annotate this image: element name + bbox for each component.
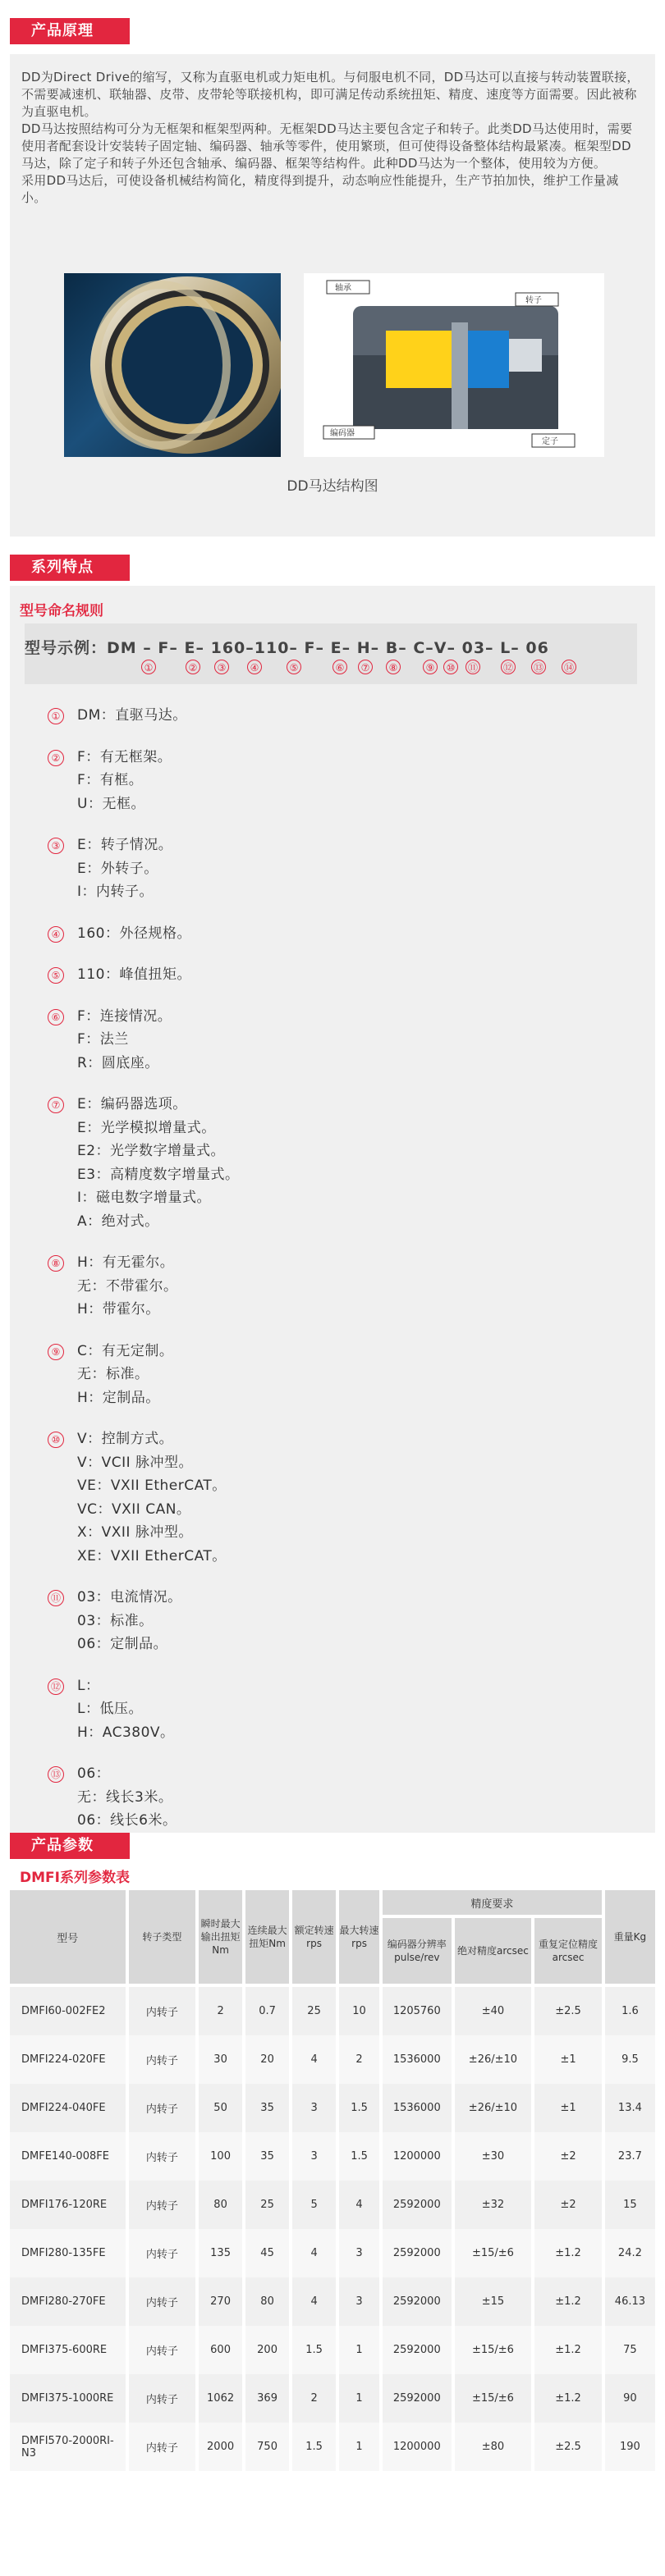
naming-items: [49, 704, 624, 1851]
table-cell: 内转子: [129, 2326, 200, 2374]
table-cell: 1205760: [383, 1987, 455, 2035]
table-cell: DMFI280-135FE: [10, 2229, 129, 2277]
section-tag-params: 产品参数: [10, 1833, 130, 1859]
table-cell: 13.4: [605, 2084, 655, 2132]
th-resolution: 编码器分辨率pulse/rev: [383, 1918, 455, 1987]
diagram-caption: DD马达结构图: [287, 478, 378, 495]
naming-item: [49, 1093, 624, 1233]
table-row: [10, 2423, 655, 2471]
table-cell: 200: [245, 2326, 292, 2374]
model-marker-7: ⑦: [358, 660, 373, 674]
table-cell: 369: [245, 2374, 292, 2423]
table-row: [10, 2374, 655, 2423]
item-option: 06：线长6米。: [77, 1812, 177, 1829]
table-title: DMFI系列参数表: [20, 1870, 130, 1886]
table-cell: 内转子: [129, 2277, 200, 2326]
label-rotor: 转子: [525, 296, 542, 305]
table-cell: ±40: [455, 1987, 535, 2035]
table-cell: 1.5: [339, 2084, 383, 2132]
table-cell: 4: [292, 2035, 339, 2084]
table-cell: 23.7: [605, 2132, 655, 2181]
label-stator: 定子: [542, 437, 558, 446]
table-cell: 3: [292, 2084, 339, 2132]
item-option: H：AC380V。: [77, 1724, 175, 1741]
model-marker-8: ⑧: [386, 660, 401, 674]
table-cell: ±1: [534, 2035, 605, 2084]
item-heading: E：编码器选项。: [77, 1096, 187, 1112]
item-option: L：低压。: [77, 1701, 143, 1717]
table-cell: DMFI570-2000RI-N3: [10, 2423, 129, 2471]
table-cell: 90: [605, 2374, 655, 2423]
naming-item: [49, 834, 624, 904]
model-marker-13: ⑬: [531, 660, 546, 674]
table-cell: 1536000: [383, 2084, 455, 2132]
table-cell: 25: [292, 1987, 339, 2035]
table-cell: 2: [292, 2374, 339, 2423]
item-heading: C：有无定制。: [77, 1342, 174, 1359]
model-marker-12: ⑫: [501, 660, 516, 674]
item-option: 06：定制品。: [77, 1636, 168, 1652]
naming-item: [49, 1427, 624, 1568]
item-option: E3：高精度数字增量式。: [77, 1166, 240, 1183]
table-cell: 1.5: [292, 2423, 339, 2471]
item-option: E：光学模拟增量式。: [77, 1119, 216, 1136]
item-heading: 06：: [77, 1765, 111, 1782]
table-cell: 2592000: [383, 2374, 455, 2423]
table-cell: 0.7: [245, 1987, 292, 2035]
th-peak: 瞬时最大输出扭矩Nm: [199, 1890, 245, 1987]
table-cell: 1200000: [383, 2423, 455, 2471]
table-row: [10, 2277, 655, 2326]
model-marker-4: ④: [247, 660, 262, 674]
table-cell: DMFI176-120RE: [10, 2181, 129, 2229]
table-cell: ±1.2: [534, 2229, 605, 2277]
table-cell: 4: [292, 2229, 339, 2277]
table-cell: ±30: [455, 2132, 535, 2181]
th-rated-speed: 额定转速rps: [292, 1890, 339, 1987]
table-cell: 3: [339, 2277, 383, 2326]
model-marker-9: ⑨: [423, 660, 438, 674]
table-cell: 内转子: [129, 2132, 200, 2181]
table-cell: 1.5: [292, 2326, 339, 2374]
item-option: I：内转子。: [77, 884, 154, 900]
table-cell: ±2: [534, 2132, 605, 2181]
intro-paragraph-3: 采用DD马达后，可使设备机械结构简化，精度得到提升，动态响应性能提升，生产节拍加快，维护工作量减小。: [21, 173, 619, 205]
table-cell: 15: [605, 2181, 655, 2229]
th-weight: 重量Kg: [605, 1890, 655, 1987]
table-cell: 3: [292, 2132, 339, 2181]
table-cell: 1062: [199, 2374, 245, 2423]
table-cell: 2592000: [383, 2181, 455, 2229]
item-number: ⑥: [48, 1009, 64, 1025]
item-heading: H：有无霍尔。: [77, 1254, 175, 1271]
table-cell: ±15/±6: [455, 2326, 535, 2374]
table-cell: 10: [339, 1987, 383, 2035]
item-number: ②: [48, 750, 64, 766]
naming-item: [49, 704, 624, 728]
table-cell: 3: [339, 2229, 383, 2277]
table-cell: 20: [245, 2035, 292, 2084]
table-cell: 50: [199, 2084, 245, 2132]
table-cell: DMFI280-270FE: [10, 2277, 129, 2326]
item-number: ⑩: [48, 1432, 64, 1448]
item-option: E2：光学数字增量式。: [77, 1143, 226, 1159]
naming-item: [49, 746, 624, 816]
item-option: VC：VXII CAN。: [77, 1500, 191, 1518]
table-cell: ±80: [455, 2423, 535, 2471]
model-marker-11: ⑪: [466, 660, 480, 674]
item-option: V：VCII 脉冲型。: [77, 1454, 194, 1471]
table-cell: ±1: [534, 2084, 605, 2132]
table-cell: 600: [199, 2326, 245, 2374]
table-cell: ±32: [455, 2181, 535, 2229]
item-option: 无：线长3米。: [77, 1788, 173, 1806]
table-cell: ±1.2: [534, 2326, 605, 2374]
item-option: I：磁电数字增量式。: [77, 1190, 212, 1206]
item-heading: V：控制方式。: [77, 1431, 174, 1447]
item-option: 03：标准。: [77, 1612, 154, 1629]
item-number: ④: [48, 926, 64, 943]
th-model: 型号: [10, 1890, 129, 1987]
item-number: ⑫: [48, 1679, 64, 1695]
table-cell: 内转子: [129, 2423, 200, 2471]
table-cell: 2592000: [383, 2277, 455, 2326]
model-marker-10: ⑩: [443, 660, 458, 674]
item-option: R：圆底座。: [77, 1054, 159, 1071]
intro-paragraph-1: DD为Direct Drive的缩写，又称为直驱电机或力矩电机。与伺服电机不同，DD马达可以直接与转动装置联接，不需要减速机、联轴器、皮带、皮带轮等联接机构，即可满足传动系统扭矩、精度、速度等方面需要。因此被称为直驱电机。: [21, 70, 640, 119]
model-marker-6: ⑥: [332, 660, 347, 674]
params-table: [10, 1890, 655, 2471]
item-number: ⑨: [48, 1344, 64, 1360]
table-cell: 1: [339, 2326, 383, 2374]
table-row: [10, 2035, 655, 2084]
table-cell: 内转子: [129, 2229, 200, 2277]
naming-item: [49, 1340, 624, 1410]
table-cell: DMFI375-1000RE: [10, 2374, 129, 2423]
model-marker-1: ①: [141, 660, 156, 674]
table-cell: 24.2: [605, 2229, 655, 2277]
table-cell: 2592000: [383, 2229, 455, 2277]
table-row: [10, 2181, 655, 2229]
table-cell: 1: [339, 2374, 383, 2423]
table-cell: 270: [199, 2277, 245, 2326]
item-heading: DM：直驱马达。: [77, 707, 187, 724]
item-option: X：VXII 脉冲型。: [77, 1524, 193, 1541]
item-heading: 03：电流情况。: [77, 1589, 182, 1605]
naming-item: [49, 1674, 624, 1745]
table-cell: ±26/±10: [455, 2084, 535, 2132]
model-marker-3: ③: [214, 660, 229, 674]
table-cell: 5: [292, 2181, 339, 2229]
naming-item: [49, 1251, 624, 1322]
table-cell: ±2: [534, 2181, 605, 2229]
table-cell: 80: [199, 2181, 245, 2229]
table-cell: 100: [199, 2132, 245, 2181]
params-table-wrap: [10, 1890, 655, 2471]
table-cell: ±1.2: [534, 2374, 605, 2423]
item-option: F：法兰: [77, 1031, 129, 1048]
item-option: H：定制品。: [77, 1389, 160, 1406]
table-cell: ±26/±10: [455, 2035, 535, 2084]
section-tag-principle: 产品原理: [10, 18, 130, 44]
table-cell: 35: [245, 2132, 292, 2181]
table-cell: 4: [339, 2181, 383, 2229]
label-encoder: 编码器: [330, 429, 355, 438]
dd-motor-structure-diagram: [304, 273, 604, 457]
table-cell: 1.5: [339, 2132, 383, 2181]
item-number: ⑧: [48, 1255, 64, 1272]
table-cell: 9.5: [605, 2035, 655, 2084]
naming-item: [49, 1005, 624, 1076]
table-cell: 190: [605, 2423, 655, 2471]
item-option: 无：标准。: [77, 1366, 149, 1382]
table-cell: 1200000: [383, 2132, 455, 2181]
table-cell: 25: [245, 2181, 292, 2229]
th-repeat: 重复定位精度arcsec: [534, 1918, 605, 1987]
item-heading: L：: [77, 1677, 100, 1694]
intro-paragraph-2: DD马达按照结构可分为无框架和框架型两种。无框架DD马达主要包含定子和转子。此类DD马达使用时，需要使用者配套设计安装转子固定轴、编码器、轴承等零件，使用繁琐，但可使得设备整体结构最紧凑。框架型DD马达，除了定子和转子外还包含轴承、编码器、框架等结构件。此种DD马达为一个整体，使用较为方便。: [21, 121, 633, 171]
th-cont: 连续最大扭矩Nm: [245, 1890, 292, 1987]
item-number: ⑪: [48, 1590, 64, 1606]
item-option: U：无框。: [77, 795, 145, 812]
naming-item: [49, 922, 624, 946]
table-cell: DMFI375-600RE: [10, 2326, 129, 2374]
table-cell: 2000: [199, 2423, 245, 2471]
table-cell: ±15: [455, 2277, 535, 2326]
model-marker-2: ②: [186, 660, 200, 674]
item-option: XE：VXII EtherCAT。: [77, 1547, 227, 1564]
table-row: [10, 2132, 655, 2181]
item-number: ①: [48, 708, 64, 724]
table-cell: 30: [199, 2035, 245, 2084]
item-number: ⑦: [48, 1097, 64, 1113]
item-option: 无：不带霍尔。: [77, 1277, 178, 1295]
table-cell: 4: [292, 2277, 339, 2326]
item-option: A：绝对式。: [77, 1213, 159, 1230]
table-cell: ±2.5: [534, 1987, 605, 2035]
table-cell: DMFI60-002FE2: [10, 1987, 129, 2035]
item-heading: 160：外径规格。: [77, 925, 191, 942]
naming-rule-title: 型号命名规则: [20, 603, 103, 619]
naming-item: [49, 963, 624, 987]
item-option: VE：VXII EtherCAT。: [77, 1478, 227, 1494]
table-cell: 内转子: [129, 1987, 200, 2035]
intro-text: [21, 69, 642, 207]
table-cell: 2592000: [383, 2326, 455, 2374]
th-rotor: 转子类型: [129, 1890, 200, 1987]
table-cell: ±15/±6: [455, 2229, 535, 2277]
table-cell: DMFE140-008FE: [10, 2132, 129, 2181]
table-row: [10, 2084, 655, 2132]
item-number: ⑬: [48, 1766, 64, 1783]
th-precision: 精度要求: [383, 1890, 605, 1918]
table-cell: 内转子: [129, 2084, 200, 2132]
dd-motor-photo: [64, 273, 281, 457]
model-marker-14: ⑭: [562, 660, 576, 674]
table-cell: 内转子: [129, 2035, 200, 2084]
table-cell: 2: [199, 1987, 245, 2035]
item-number: ⑤: [48, 967, 64, 984]
item-number: ③: [48, 838, 64, 854]
table-row: [10, 2326, 655, 2374]
table-cell: 75: [605, 2326, 655, 2374]
table-cell: 内转子: [129, 2181, 200, 2229]
table-cell: 1536000: [383, 2035, 455, 2084]
naming-item: [49, 1762, 624, 1833]
item-heading: 110：峰值扭矩。: [77, 966, 191, 983]
item-option: E：外转子。: [77, 860, 158, 877]
table-cell: DMFI224-040FE: [10, 2084, 129, 2132]
th-abs: 绝对精度arcsec: [455, 1918, 535, 1987]
item-heading: F：有无框架。: [77, 748, 172, 765]
table-cell: 内转子: [129, 2374, 200, 2423]
item-heading: E：转子情况。: [77, 837, 173, 853]
table-cell: 750: [245, 2423, 292, 2471]
table-cell: ±1.2: [534, 2277, 605, 2326]
th-max-speed: 最大转速rps: [339, 1890, 383, 1987]
section-tag-series: 系列特点: [10, 555, 130, 581]
table-cell: 1: [339, 2423, 383, 2471]
table-cell: 2: [339, 2035, 383, 2084]
item-option: F：有框。: [77, 772, 144, 788]
item-option: H：带霍尔。: [77, 1301, 160, 1318]
naming-item: [49, 1586, 624, 1656]
table-cell: 35: [245, 2084, 292, 2132]
table-cell: 1.6: [605, 1987, 655, 2035]
label-shaft: 轴承: [335, 284, 351, 293]
table-cell: ±2.5: [534, 2423, 605, 2471]
table-cell: ±15/±6: [455, 2374, 535, 2423]
table-cell: 46.13: [605, 2277, 655, 2326]
table-cell: 135: [199, 2229, 245, 2277]
model-marker-5: ⑤: [287, 660, 301, 674]
table-row: [10, 1987, 655, 2035]
model-example: 型号示例：DM – F– E– 160–110– F– E– H– B– C–V– 03– L– 06: [25, 639, 549, 657]
table-row: [10, 2229, 655, 2277]
item-heading: F：连接情况。: [77, 1007, 172, 1025]
table-cell: 80: [245, 2277, 292, 2326]
table-cell: 45: [245, 2229, 292, 2277]
table-cell: DMFI224-020FE: [10, 2035, 129, 2084]
